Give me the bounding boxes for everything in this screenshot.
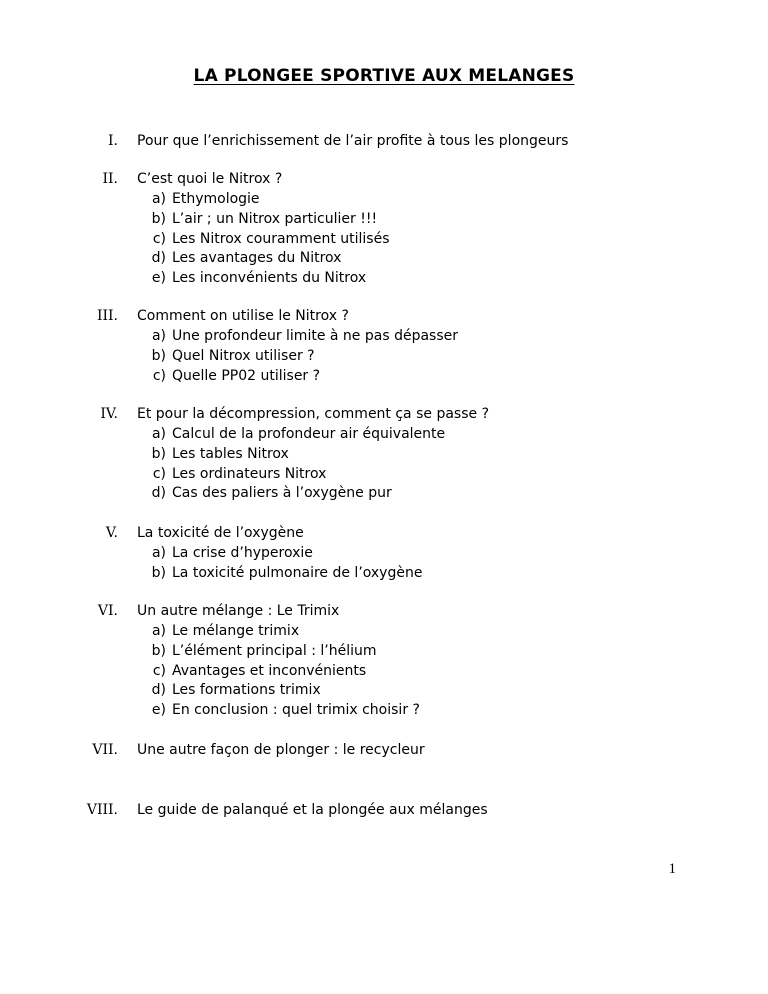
section-title: Un autre mélange : Le Trimix bbox=[137, 603, 340, 619]
item-text: Les ordinateurs Nitrox bbox=[172, 465, 327, 482]
list-item bbox=[0, 622, 700, 642]
section-number: II. bbox=[102, 171, 118, 187]
item-letter: b) bbox=[151, 445, 166, 462]
section-title: C’est quoi le Nitrox ? bbox=[137, 171, 283, 187]
item-text: Ethymologie bbox=[172, 191, 260, 207]
list-item bbox=[0, 367, 700, 387]
section-number: VIII. bbox=[86, 802, 118, 818]
section-number: III. bbox=[96, 308, 118, 324]
section-number: VI. bbox=[97, 603, 118, 619]
item-letter: c) bbox=[152, 465, 166, 482]
item-text: Cas des paliers à l’oxygène pur bbox=[172, 485, 392, 502]
section-heading bbox=[0, 307, 700, 327]
section-iii bbox=[0, 307, 700, 386]
section-title: Le guide de palanqué et la plongée aux mélanges bbox=[137, 802, 488, 818]
item-letter: e) bbox=[151, 270, 166, 287]
section-number: IV. bbox=[100, 406, 118, 422]
section-heading bbox=[0, 405, 700, 425]
item-text: Les Nitrox couramment utilisés bbox=[172, 230, 390, 247]
section-v bbox=[0, 524, 700, 584]
item-text: Avantages et inconvénients bbox=[172, 662, 367, 679]
item-letter: e) bbox=[151, 702, 166, 719]
item-letter: a) bbox=[151, 623, 166, 639]
list-item bbox=[0, 701, 700, 721]
list-item bbox=[0, 210, 700, 230]
item-letter: b) bbox=[151, 210, 166, 227]
section-title: La toxicité de l’oxygène bbox=[137, 525, 304, 541]
list-item bbox=[0, 642, 700, 662]
list-item bbox=[0, 681, 700, 701]
list-item bbox=[0, 445, 700, 465]
section-number: V. bbox=[105, 525, 118, 541]
item-text: Calcul de la profondeur air équivalente bbox=[172, 426, 446, 442]
section-title: Une autre façon de plonger : le recycleur bbox=[137, 742, 425, 758]
item-text: La toxicité pulmonaire de l’oxygène bbox=[172, 564, 423, 581]
item-text: Les formations trimix bbox=[172, 682, 321, 699]
list-item bbox=[0, 269, 700, 289]
item-text: La crise d’hyperoxie bbox=[172, 545, 313, 561]
item-text: En conclusion : quel trimix choisir ? bbox=[172, 702, 420, 719]
section-i bbox=[0, 132, 700, 152]
section-heading bbox=[0, 602, 700, 622]
section-number: VII. bbox=[92, 742, 118, 758]
list-item bbox=[0, 249, 700, 269]
section-viii bbox=[0, 801, 700, 821]
section-title: Et pour la décompression, comment ça se passe ? bbox=[137, 406, 489, 422]
item-letter: a) bbox=[151, 328, 166, 344]
item-text: Les inconvénients du Nitrox bbox=[172, 270, 367, 287]
section-number: I. bbox=[108, 133, 118, 149]
document-title: LA PLONGEE SPORTIVE AUX MELANGES bbox=[193, 66, 575, 86]
item-letter: b) bbox=[151, 564, 166, 581]
item-letter: a) bbox=[151, 545, 166, 561]
item-letter: c) bbox=[152, 230, 166, 247]
section-vi bbox=[0, 602, 700, 721]
item-letter: a) bbox=[151, 191, 166, 207]
section-heading bbox=[0, 741, 700, 761]
item-letter: d) bbox=[151, 682, 166, 699]
section-heading bbox=[0, 801, 700, 821]
list-item bbox=[0, 564, 700, 584]
section-vii bbox=[0, 741, 700, 761]
list-item bbox=[0, 190, 700, 210]
item-letter: d) bbox=[151, 485, 166, 502]
item-letter: b) bbox=[151, 347, 166, 364]
section-iv bbox=[0, 405, 700, 504]
item-text: Une profondeur limite à ne pas dépasser bbox=[172, 328, 458, 344]
item-text: Quel Nitrox utiliser ? bbox=[172, 347, 315, 364]
list-item bbox=[0, 544, 700, 564]
list-item bbox=[0, 327, 700, 347]
item-text: Quelle PP02 utiliser ? bbox=[172, 367, 321, 384]
list-item bbox=[0, 230, 700, 250]
item-letter: c) bbox=[152, 662, 166, 679]
section-title: Comment on utilise le Nitrox ? bbox=[137, 308, 349, 324]
item-text: Les avantages du Nitrox bbox=[172, 250, 342, 267]
section-heading bbox=[0, 132, 700, 152]
item-text: L’élément principal : l’hélium bbox=[172, 642, 377, 659]
list-item bbox=[0, 425, 700, 445]
section-heading bbox=[0, 524, 700, 544]
page-number: 1 bbox=[668, 861, 676, 877]
item-text: L’air ; un Nitrox particulier !!! bbox=[172, 210, 378, 227]
list-item bbox=[0, 347, 700, 367]
list-item bbox=[0, 662, 700, 682]
item-text: Les tables Nitrox bbox=[172, 445, 289, 462]
item-letter: b) bbox=[151, 642, 166, 659]
list-item bbox=[0, 465, 700, 485]
item-letter: a) bbox=[151, 426, 166, 442]
item-text: Le mélange trimix bbox=[172, 623, 300, 639]
section-ii bbox=[0, 170, 700, 289]
list-item bbox=[0, 484, 700, 504]
section-title: Pour que l’enrichissement de l’air profite à tous les plongeurs bbox=[137, 133, 569, 149]
item-letter: d) bbox=[151, 250, 166, 267]
section-heading bbox=[0, 170, 700, 190]
item-letter: c) bbox=[152, 367, 166, 384]
